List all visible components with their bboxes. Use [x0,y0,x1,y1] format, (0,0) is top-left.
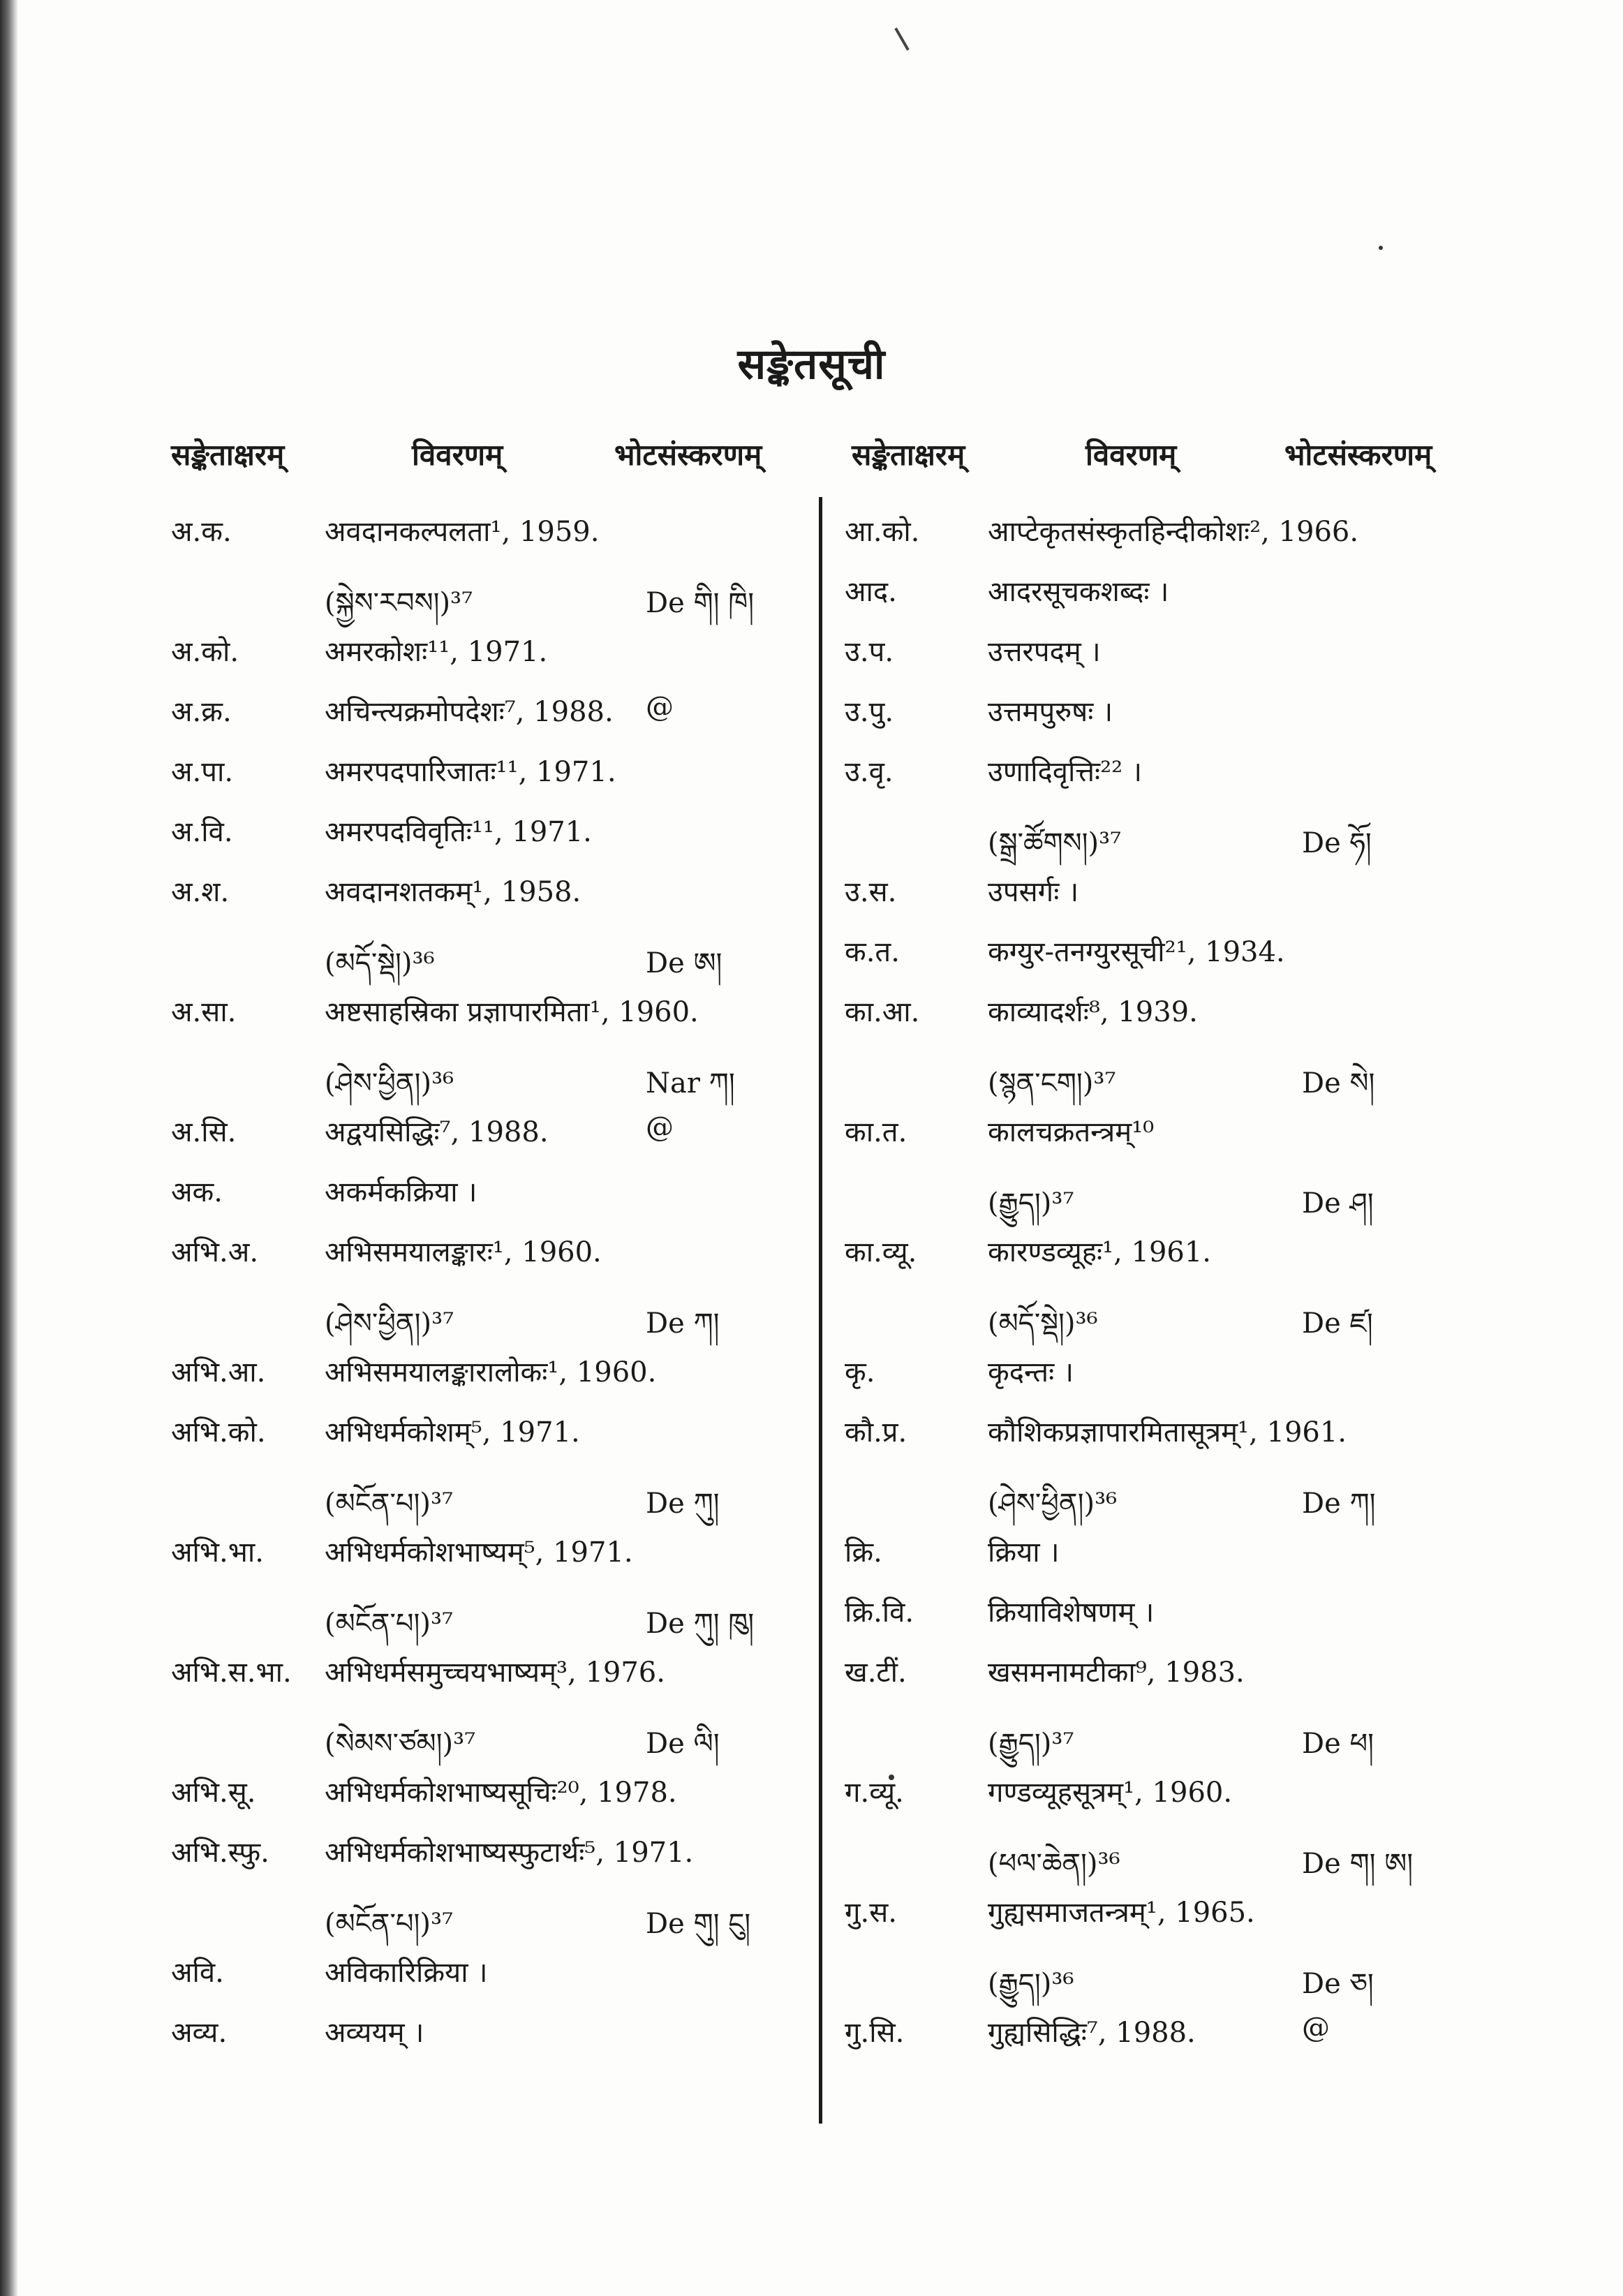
description: (སྒྲ་ཚོགས།)³⁷ [988,827,1122,859]
description: उत्तरपदम् । [988,636,1101,668]
list-item [171,1762,799,1822]
list-item [171,1702,799,1762]
tibetan-edition: @ [646,691,674,723]
list-item [845,1582,1466,1642]
list-item [171,501,799,561]
description: अभिधर्मकोशम्⁵, 1971. [325,1416,580,1449]
list-item [171,1522,799,1582]
description: अविकारिक्रिया । [325,1957,488,1989]
list-item [171,2002,799,2062]
abbreviation: अभि.आ. [171,1356,266,1388]
description: अवदानशतकम्¹, 1958. [325,876,581,908]
list-item [845,1462,1466,1522]
description: (རྒྱུད།)³⁷ [988,1728,1074,1760]
list-item [171,1102,799,1162]
tibetan-edition: De ཀ། [646,1308,720,1340]
list-item [845,1102,1466,1162]
abbreviation: अ.वि. [171,816,233,848]
list-item [171,982,799,1042]
description: अद्वयसिद्धिः⁷, 1988. [325,1116,549,1148]
tibetan-edition: De གུ། ངུ། [646,1908,751,1940]
abbreviation: उ.पु. [845,696,894,728]
abbreviation: अ.क्र. [171,696,232,728]
tibetan-edition: De ཀུ། [646,1488,720,1520]
description: (རྒྱུད།)³⁷ [988,1187,1074,1220]
abbreviation: कृ. [845,1356,875,1388]
tibetan-edition: De ཀ། [1302,1488,1376,1520]
description: अभिसमयालङ्कारालोकः¹, 1960. [325,1356,657,1388]
left-column [171,501,799,2062]
list-item [171,801,799,861]
list-item [845,1882,1466,1942]
description: उणादिवृत्तिः²² । [988,756,1143,788]
tibetan-edition: De ཤ། [1302,1187,1374,1220]
list-item [171,681,799,741]
header-edition-right: भोटसंस्करणम् [1284,438,1432,472]
description: अभिधर्मसमुच्चयभाष्यम्³, 1976. [325,1657,665,1689]
list-item [845,741,1466,801]
tibetan-edition: @ [646,1111,674,1143]
description: अभिसमयालङ्कारः¹, 1960. [325,1236,602,1268]
list-item [171,1402,799,1462]
list-item [845,1642,1466,1702]
header-abbr-right: सङ्केताक्षरम् [852,438,965,472]
stray-mark [894,27,909,50]
list-item [171,1462,799,1522]
abbreviation: का.आ. [845,996,920,1028]
description: अव्ययम् । [325,2017,424,2049]
abbreviation: अभि.सू. [171,1777,256,1809]
list-item [845,561,1466,621]
list-item [171,1222,799,1282]
list-item [171,621,799,681]
abbreviation: अवि. [171,1957,224,1989]
list-item [171,741,799,801]
abbreviation: ख.टीं. [845,1657,907,1689]
description: (མདོ་སྡེ།)³⁶ [325,947,435,979]
speck [1379,246,1383,250]
description: आदरसूचकशब्दः । [988,576,1169,608]
description: (ཕལ་ཆེན།)³⁶ [988,1848,1120,1880]
list-item [845,1222,1466,1282]
list-item [845,1402,1466,1462]
column-divider [819,497,822,2124]
tibetan-edition: De ཛ། [1302,1308,1373,1340]
list-item [845,1042,1466,1102]
tibetan-edition: @ [1302,2012,1330,2044]
tibetan-edition: De སེ། [1302,1067,1375,1099]
description: (མངོན་པ།)³⁷ [325,1608,454,1640]
abbreviation: अभि.स.भा. [171,1657,292,1689]
list-item [845,1342,1466,1402]
description: (ཤེས་ཕྱིན།)³⁷ [325,1308,454,1340]
description: उपसर्गः । [988,876,1079,908]
abbreviation: अ.पा. [171,756,234,788]
description: कग्युर-तनग्युरसूची²¹, 1934. [988,936,1285,968]
tibetan-edition: Nar ཀ། [646,1067,735,1099]
list-item [171,861,799,921]
list-item [171,1042,799,1102]
description: (མངོན་པ།)³⁷ [325,1488,454,1520]
description: अभिधर्मकोशभाष्यम्⁵, 1971. [325,1536,633,1569]
right-column [845,501,1466,2062]
header-abbr-left: सङ्केताक्षरम् [171,438,285,472]
abbreviation: अ.सि. [171,1116,237,1148]
abbreviation: अक. [171,1176,223,1208]
list-item [845,621,1466,681]
abbreviation: अभि.स्फु. [171,1837,269,1869]
abbreviation: अ.सा. [171,996,237,1028]
abbreviation: उ.स. [845,876,897,908]
list-item [171,1642,799,1702]
abbreviation: गु.सि. [845,2017,905,2049]
description: (མདོ་སྡེ།)³⁶ [988,1308,1098,1340]
description: (སེམས་ཙམ།)³⁷ [325,1728,476,1760]
tibetan-edition: De ཀུ། ཁུ། [646,1608,755,1640]
description: (རྒྱུད།)³⁶ [988,1968,1074,2000]
list-item [845,801,1466,861]
list-item [845,1282,1466,1342]
abbreviation: उ.प. [845,636,894,668]
header-desc-right: विवरणम् [1085,438,1177,472]
list-item [171,1822,799,1882]
header-desc-left: विवरणम् [412,438,503,472]
list-item [171,1282,799,1342]
list-item [845,1522,1466,1582]
abbreviation: आद. [845,576,897,608]
list-item [171,1582,799,1642]
description: कौशिकप्रज्ञापारमितासूत्रम्¹, 1961. [988,1416,1347,1449]
description: अष्टसाहस्रिका प्रज्ञापारमिता¹, 1960. [325,996,699,1028]
tibetan-edition: De ཧོ། [1302,827,1372,859]
description: अमरपदपारिजातः¹¹, 1971. [325,756,616,788]
description: (སྐྱེས་རབས།)³⁷ [325,587,473,619]
list-item [845,1942,1466,2002]
description: काव्यादर्शः⁸, 1939. [988,996,1198,1028]
description: अकर्मकक्रिया । [325,1176,477,1208]
abbreviation: अभि.अ. [171,1236,259,1268]
description: गण्डव्यूहसूत्रम्¹, 1960. [988,1777,1233,1809]
list-item [845,681,1466,741]
description: (ཤེས་ཕྱིན།)³⁶ [988,1488,1118,1520]
abbreviation: अभि.भा. [171,1536,264,1569]
abbreviation: कौ.प्र. [845,1416,907,1449]
list-item [171,1342,799,1402]
description: खसमनामटीका⁹, 1983. [988,1657,1245,1689]
tibetan-edition: De གི། ཁི། [646,587,755,619]
header-edition-left: भोटसंस्करणम् [614,438,762,472]
description: अवदानकल्पलता¹, 1959. [325,516,600,548]
list-item [845,1822,1466,1882]
description: अमरकोशः¹¹, 1971. [325,636,548,668]
description: (སྙན་ངག།)³⁷ [988,1067,1116,1099]
description: अचिन्त्यक्रमोपदेशः⁷, 1988. [325,696,614,728]
abbreviation: क्रि. [845,1536,882,1569]
abbreviation: अव्य. [171,2017,228,2049]
page-title: सङ्केतसूची [737,340,886,389]
list-item [845,861,1466,921]
description: अमरपदविवृतिः¹¹, 1971. [325,816,592,848]
abbreviation: ग.व्यू. [845,1777,904,1809]
abbreviation: का.व्यू. [845,1236,917,1268]
list-item [845,1162,1466,1222]
description: आप्टेकृतसंस्कृतहिन्दीकोशः², 1966. [988,516,1359,548]
list-item [845,982,1466,1042]
list-item [171,921,799,982]
description: गुह्यसमाजतन्त्रम्¹, 1965. [988,1897,1255,1929]
tibetan-edition: De ག། ཨ། [1302,1848,1414,1880]
tibetan-edition: De ཨ། [646,947,722,979]
description: (མངོན་པ།)³⁷ [325,1908,454,1940]
list-item [845,501,1466,561]
list-item [845,1702,1466,1762]
abbreviation: उ.वृ. [845,756,894,788]
description: क्रिया । [988,1536,1060,1569]
abbreviation: गु.स. [845,1897,897,1929]
list-item [171,561,799,621]
abbreviation: क्रि.वि. [845,1597,914,1629]
tibetan-edition: De ལི། [646,1728,720,1760]
abbreviation: अभि.को. [171,1416,266,1449]
abbreviation: क.त. [845,936,900,968]
description: क्रियाविशेषणम् । [988,1597,1155,1629]
abbreviation: अ.श. [171,876,230,908]
list-item [171,1882,799,1942]
list-item [171,1942,799,2002]
description: कालचक्रतन्त्रम्¹⁰ [988,1116,1155,1148]
abbreviation: का.त. [845,1116,907,1148]
description: (ཤེས་ཕྱིན།)³⁶ [325,1067,454,1099]
description: कृदन्तः । [988,1356,1074,1388]
abbreviation: अ.को. [171,636,239,668]
abbreviation: आ.को. [845,516,920,548]
list-item [845,921,1466,982]
tibetan-edition: De ཅ། [1302,1968,1374,2000]
description: उत्तमपुरुषः । [988,696,1113,728]
tibetan-edition: De ཕ། [1302,1728,1374,1760]
description: कारण्डव्यूहः¹, 1961. [988,1236,1212,1268]
description: अभिधर्मकोशभाष्यस्फुटार्थः⁵, 1971. [325,1837,694,1869]
list-item [845,2002,1466,2062]
list-item [171,1162,799,1222]
list-item [845,1762,1466,1822]
description: गुह्यसिद्धिः⁷, 1988. [988,2017,1196,2049]
abbreviation: अ.क. [171,516,232,548]
description: अभिधर्मकोशभाष्यसूचिः²⁰, 1978. [325,1777,677,1809]
